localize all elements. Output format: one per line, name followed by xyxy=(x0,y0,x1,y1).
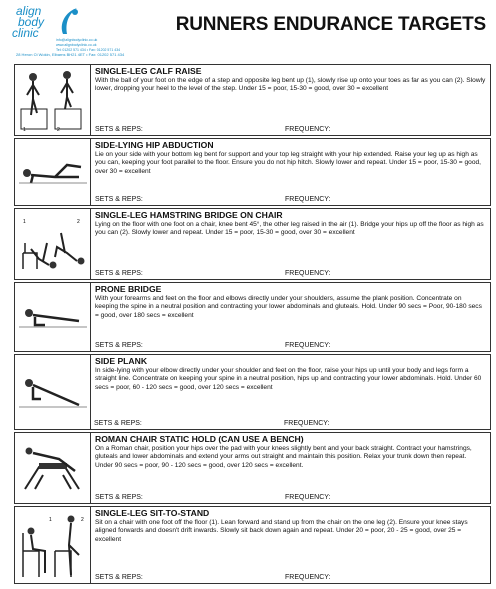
exercise-row xyxy=(14,208,491,280)
contact-info xyxy=(56,38,120,53)
exercise-description: Lying on the floor with one foot on a chair, knee bent 45°, the other leg raised in the air (1). Bridge your hips up off the floor as high as you can (2). Slowly lower and repeat. Under 15 = poor, 15-30 = good, over 30 = excellent xyxy=(95,221,484,237)
exercise-row xyxy=(14,432,491,504)
sets-reps-label: SETS & REPS: xyxy=(95,196,143,203)
exercise-title: SIDE-LYING HIP ABDUCTION xyxy=(95,140,214,150)
svg-text:1: 1 xyxy=(23,219,26,225)
contact-email[interactable]: info@alignbodyclinic.co.uk xyxy=(56,38,98,42)
svg-text:1: 1 xyxy=(49,517,52,523)
sit-to-stand-illustration-icon xyxy=(15,507,91,583)
frequency-label: FREQUENCY: xyxy=(285,196,331,203)
exercise-row xyxy=(14,506,491,584)
contact-web[interactable]: www.alignbodyclinic.co.uk xyxy=(56,43,97,47)
logo-swoosh-icon xyxy=(57,6,81,36)
side-plank-illustration-icon xyxy=(15,355,91,429)
svg-text:1: 1 xyxy=(23,127,26,133)
logo-line-2: body xyxy=(18,15,45,29)
exercise-row xyxy=(14,138,491,206)
exercise-title: PRONE BRIDGE xyxy=(95,284,162,294)
contact-phone: Tel: 01202 571 434 • Fax: 01202 571 434 xyxy=(56,48,121,52)
svg-text:2: 2 xyxy=(77,219,80,225)
frequency-label: FREQUENCY: xyxy=(284,420,330,427)
logo-line-1: align xyxy=(16,4,42,18)
sets-reps-label: SETS & REPS: xyxy=(95,574,143,581)
sets-reps-label: SETS & REPS: xyxy=(95,342,143,349)
svg-text:2: 2 xyxy=(81,517,84,523)
frequency-label: FREQUENCY: xyxy=(285,574,331,581)
sets-reps-label: SETS & REPS: xyxy=(95,494,143,501)
logo-line-3: clinic xyxy=(12,26,39,40)
frequency-label: FREQUENCY: xyxy=(285,494,331,501)
exercise-title: SIDE PLANK xyxy=(95,356,148,366)
page-title: RUNNERS ENDURANCE TARGETS xyxy=(175,14,486,35)
exercise-description: With the ball of your foot on the edge of a step and opposite leg bent up (1), slowly rise up onto your toes as far as you can (2). Slowly lower, dropping your heel to the level of the step. Under 15 = poor, 15-30 = good, over 30 = excellent xyxy=(95,77,486,93)
side-plank-footer xyxy=(94,420,474,430)
hip-abduction-illustration-icon xyxy=(15,139,91,205)
clinic-address: 28 Heron Ct Wokin, Elbarns BH21 4ET • Fax: 01202 571 434 xyxy=(16,52,125,57)
exercise-title: SINGLE-LEG SIT-TO-STAND xyxy=(95,508,210,518)
frequency-label: FREQUENCY: xyxy=(285,126,331,133)
frequency-label: FREQUENCY: xyxy=(285,342,331,349)
header xyxy=(0,0,496,62)
exercise-row xyxy=(14,354,491,430)
exercise-row xyxy=(14,282,491,352)
exercise-description: In side-lying with your elbow directly under your shoulder and feet on the floor, raise your hips up until your body and legs form a straight line. Concentrate on keeping your spine in a neutral position, hips up and contracting your lower abdominals. Hold. Under 60 secs = poor, 60 - 120 secs = good, over 120 secs = excellent xyxy=(95,367,482,391)
sets-reps-label: SETS & REPS: xyxy=(94,420,142,427)
frequency-label: FREQUENCY: xyxy=(285,270,331,277)
svg-text:2: 2 xyxy=(57,127,60,133)
exercise-description: Lie on your side with your bottom leg bent for support and your top leg straight with your hip extended. Raise your leg up as high as you can, keeping your foot parallel to the floor. Ensure you do not hip hitch. Slowly lower and repeat. Under 15 = poor, 15-30 = good, over 30 = excellent xyxy=(95,151,481,175)
exercise-title: SINGLE-LEG CALF RAISE xyxy=(95,66,202,76)
sets-reps-label: SETS & REPS: xyxy=(95,126,143,133)
logo-wordmark xyxy=(12,6,44,39)
exercise-title: ROMAN CHAIR STATIC HOLD (CAN USE A BENCH) xyxy=(95,434,304,444)
prone-bridge-illustration-icon xyxy=(15,283,91,351)
exercise-title: SINGLE-LEG HAMSTRING BRIDGE ON CHAIR xyxy=(95,210,283,220)
hamstring-bridge-illustration-icon xyxy=(15,209,91,279)
exercise-description: With your forearms and feet on the floor and elbows directly under your shoulders, assume the plank position. Concentrate on keeping the spine in a neutral position and contracting your lower abdominals and gluteals. Hold. Under 90 secs = Poor, 90-180 secs = good, over 180 secs = excellent xyxy=(95,295,482,319)
exercise-description: On a Roman chair, position your hips over the pad with your knees slightly bent and your back straight. Contract your hamstrings, gluteals and lower abdominals and extend your arms out straight and maintain this position. Relax your trunk down then repeat. Under 90 secs = poor, 90 - 120 secs = good, over 120 secs = excellent. xyxy=(95,445,472,469)
exercise-description: Sit on a chair with one foot off the floor (1). Lean forward and stand up from the chair on the one leg (2). Ensure your knee stays aligned forwards and doesn't drift inwards. Slowly sit back down again and repeat. Under 20 = poor, 20 - 25 = good, over 25 = excellent xyxy=(95,519,468,543)
exercise-row xyxy=(14,64,491,136)
sets-reps-label: SETS & REPS: xyxy=(95,270,143,277)
calf-raise-illustration-icon xyxy=(15,65,91,135)
roman-chair-illustration-icon xyxy=(15,433,91,503)
